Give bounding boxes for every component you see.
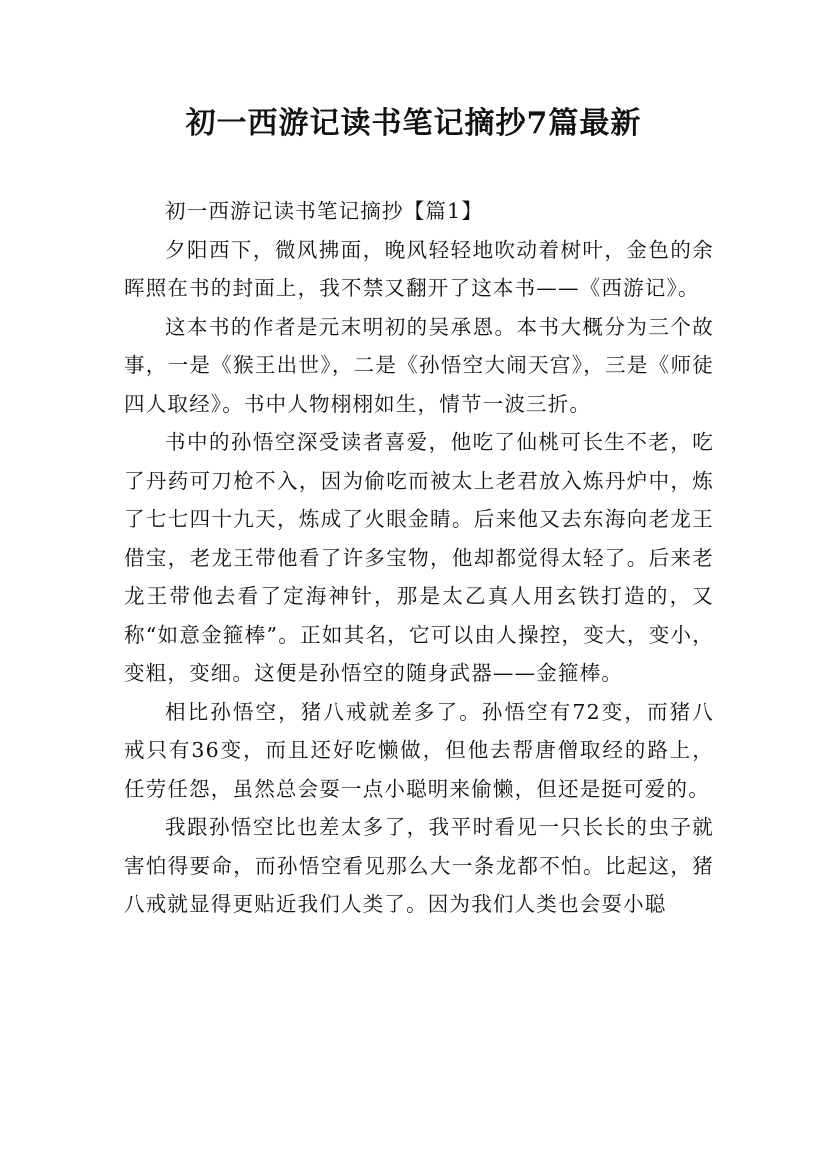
paragraph: 夕阳西下，微风拂面，晚风轻轻地吹动着树叶，金色的余晖照在书的封面上，我不禁又翻开了这本书——《西游记》。 — [124, 237, 714, 300]
document-title: 初一西游记读书笔记摘抄7篇最新 — [185, 106, 642, 141]
paragraph: 我跟孙悟空比也差太多了，我平时看见一只长长的虫子就害怕得要命，而孙悟空看见那么大一条龙都不怕。比起这，猪八戒就显得更贴近我们人类了。因为我们人类也会耍小聪 — [124, 815, 714, 916]
section-heading: 初一西游记读书笔记摘抄【篇1】 — [165, 199, 484, 223]
paragraph: 这本书的作者是元末明初的吴承恩。本书大概分为三个故事，一是《猴王出世》，二是《孙悟空大闹天宫》，三是《师徒四人取经》。书中人物栩栩如生，情节一波三折。 — [124, 314, 714, 416]
paragraph: 书中的孙悟空深受读者喜爱，他吃了仙桃可长生不老，吃了丹药可刀枪不入，因为偷吃而被太上老君放入炼丹炉中，炼了七七四十九天，炼成了火眼金睛。后来他又去东海向老龙王借宝，老龙王带他看了许多宝物，他却都觉得太轻了。后来老龙王带他去看了定海神针，那是太乙真人用玄铁打造的，又称“如意金箍棒”。正如其名，它可以由人操控，变大，变小，变粗，变细。这便是孙悟空的随身武器——金箍棒。 — [124, 430, 714, 685]
paragraph: 相比孙悟空，猪八戒就差多了。孙悟空有72变，而猪八戒只有36变，而且还好吃懒做，但他去帮唐僧取经的路上，任劳任怨，虽然总会耍一点小聪明来偷懒，但还是挺可爱的。 — [124, 699, 714, 801]
document-body — [124, 192, 714, 924]
